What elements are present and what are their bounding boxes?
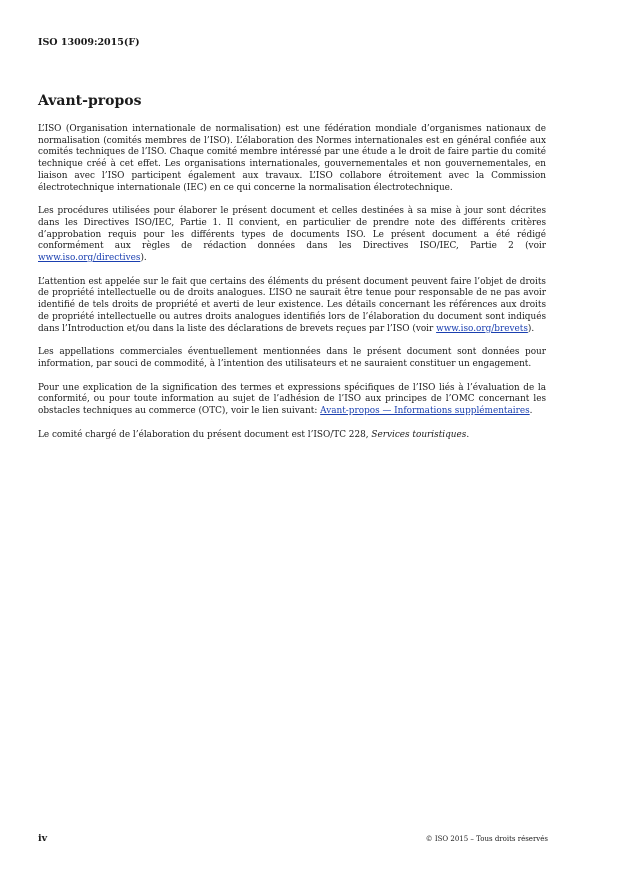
committee-name: Services touristiques [371,429,467,440]
page-title: Avant-propos [38,93,142,109]
paragraph-conformity [38,383,546,418]
paragraph-procedures [38,206,546,265]
paragraph-iso-organisation: L’ISO (Organisation internationale de normalisation) est une fédération mondiale d’organismes nationaux de normalisation (comités membres de l’ISO). L’élaboration des Normes internationales est en général confiée aux comités techniques de l’ISO. Chaque comité membre intéressé par une étude a le droit de faire partie du comité technique créé à cet effet. Les organisations internationales, gouvernementales et non gouvernementales, en liaison avec l’ISO participent également aux travaux. L’ISO collabore étroitement avec la Commission électrotechnique internationale (IEC) en ce qui concerne la normalisation électrotechnique. [38,124,546,193]
paragraph-patent-rights [38,277,546,336]
paragraph-conformity-text: Pour une explication de la signification des termes et expressions spécifiques de l’ISO liés à l’évaluation de la conformité, ou pour toute information au sujet de l’adhésion de l’ISO aux principes de l’OMC concernant les obstacles techniques au commerce (OTC), voir le lien suivant: [38,382,546,417]
document-id: ISO 13009:2015(F) [38,37,140,48]
paragraph-procedures-end: ). [140,253,147,264]
paragraph-trade-names: Les appellations commerciales éventuellement mentionnées dans le présent document sont données pour information, par souci de commodité, à l’intention des utilisateurs et ne sauraient constituer un engagement. [38,347,546,369]
paragraph-committee-end: . [466,429,470,440]
directives-link[interactable]: www.iso.org/directives [38,253,141,264]
paragraph-patent-rights-end: ). [527,323,535,334]
paragraph-committee-text: Le comité chargé de l’élaboration du présent document est l’ISO/TC 228, [38,429,372,440]
copyright-notice: © ISO 2015 – Tous droits réservés [425,835,548,843]
paragraph-patent-rights-text: L’attention est appelée sur le fait que certains des éléments du présent document peuvent faire l’objet de droits de propriété intellectuelle ou de droits analogues. L’ISO ne saurait être tenue pour responsable de ne pas avoir identifié de tels droits de propriété et averti de leur existence. Les détails concernant les références aux droits de propriété intellectuelle ou autres droits analogues identifiés lors de l’élaboration du document sont indiqués dans l’Introduction et/ou dans la liste des déclarations de brevets reçues par l’ISO (voir [38,276,546,334]
patents-link[interactable]: www.iso.org/brevets [436,323,528,334]
page-number: iv [38,833,48,844]
foreword-supplementary-link[interactable]: Avant-propos — Informations supplémentaires [320,406,530,417]
paragraph-procedures-text: Les procédures utilisées pour élaborer le présent document et celles destinées à sa mise à jour sont décrites dans les Directives ISO/IEC, Partie 1. Il convient, en particulier de prendre note des différents critères d’approbation requis pour les différents types de documents ISO. Le présent document a été rédigé conformément aux règles de rédaction données dans les Directives ISO/IEC, Partie 2 (voir [38,206,546,252]
paragraph-committee [38,430,546,442]
foreword-body [38,124,546,453]
paragraph-conformity-end: . [529,406,533,417]
